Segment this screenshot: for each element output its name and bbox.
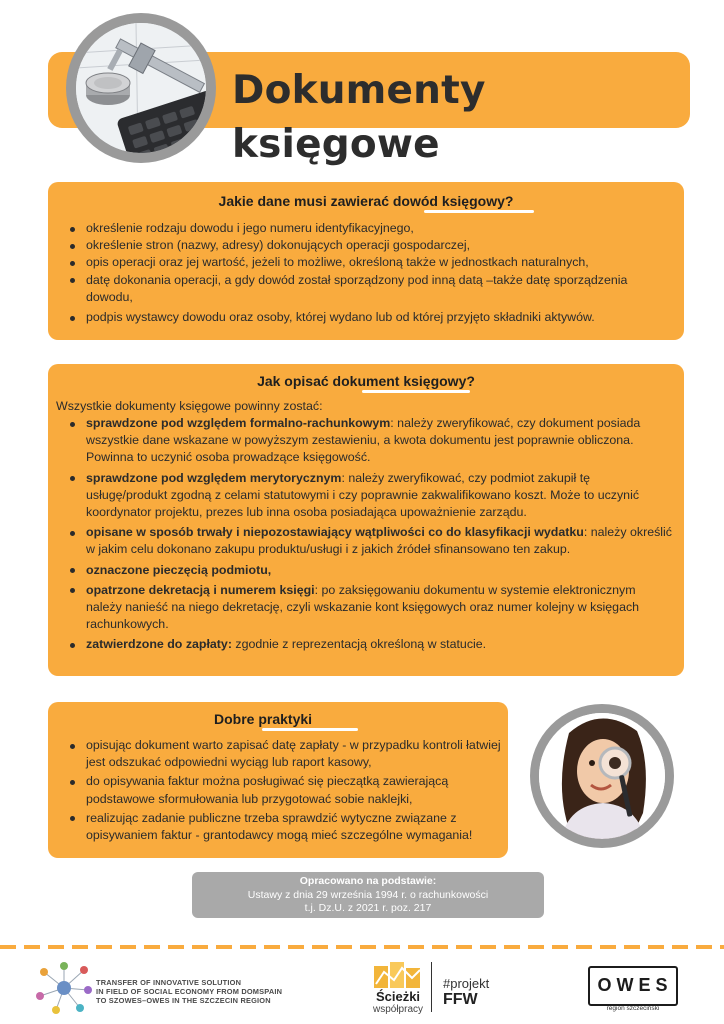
owes-logo <box>588 966 678 1006</box>
rule-bold: oznaczone pieczęcią podmiotu, <box>86 562 272 577</box>
section-document-data <box>48 182 684 340</box>
section-how-to-describe <box>48 364 684 676</box>
document-data-list <box>62 220 672 326</box>
section-intro: Wszystkie dokumenty księgowe powinny zostać: <box>56 399 323 413</box>
logo-divider <box>431 962 432 1012</box>
list-item <box>62 470 672 522</box>
sources-box <box>192 872 544 918</box>
heading-underline <box>424 210 534 213</box>
sciezki-name: Ścieżki <box>375 989 421 1004</box>
section-heading: Dobre praktyki <box>214 711 313 727</box>
rule-bold: sprawdzone pod względem merytorycznym <box>86 470 342 485</box>
network-logo <box>34 960 94 1016</box>
transfer-line: TO SZOWES–OWES IN THE SZCZECIN REGION <box>96 996 271 1006</box>
sciezki-sub: współpracy <box>372 1004 424 1015</box>
list-item: realizując zadanie publiczne trzeba sprawdzić wytyczne związane z opisywaniem faktur - grantodawcy mogą mieć szczególne wymagania! <box>62 810 502 844</box>
rule-text: : po zaksięgowaniu dokumentu w systemie elektronicznym należy nanieść na niego dekretację, czyli wskazanie kont księgowych oraz numer kolejny w księgach rachunkowych. <box>86 582 640 632</box>
calculator-coins-photo <box>76 23 206 153</box>
list-item <box>62 562 672 579</box>
section-heading: Jak opisać dokument księgowy? <box>257 373 475 389</box>
list-item <box>62 582 672 634</box>
list-item: opisując dokument warto zapisać datę zapłaty - w przypadku kontroli łatwiej jest odszukać odpowiedni wyciąg lub raport kasowy, <box>62 737 502 771</box>
transfer-line: TRANSFER OF INNOVATIVE SOLUTION <box>96 978 242 987</box>
list-item: określenie stron (nazwy, adresy) dokonujących operacji gospodarczej, <box>62 237 672 254</box>
transfer-project-text <box>96 978 326 1006</box>
header-photo-frame <box>66 13 216 163</box>
dashed-divider <box>0 945 724 949</box>
projekt-name: FFW <box>443 991 478 1008</box>
sources-act: Ustawy z dnia 29 września 1994 r. o rachunkowości <box>247 888 489 901</box>
good-practices-list <box>62 737 502 844</box>
woman-magnifier-photo <box>539 713 665 839</box>
sciezki-logo-text <box>362 990 434 1015</box>
projekt-tag: #projekt <box>443 976 490 991</box>
list-item: datę dokonania operacji, a gdy dowód został sporządzony pod inną datą –także datę sporządzenia dowodu, <box>62 272 672 306</box>
list-item: określenie rodzaju dowodu i jego numeru identyfikacyjnego, <box>62 220 672 237</box>
list-item: do opisywania faktur można posługiwać się pieczątką zawierającą podstawowe sformułowania lub przygotować sobie naklejki, <box>62 773 502 807</box>
list-item <box>62 415 672 467</box>
sources-journal: t.j. Dz.U. z 2021 r. poz. 217 <box>304 902 432 914</box>
owes-region: region szczeciński <box>606 1005 660 1012</box>
projekt-ffw-logo <box>443 976 513 1009</box>
sciezki-logo-icon <box>372 960 424 990</box>
describe-rules-list <box>62 415 672 654</box>
list-item: opis operacji oraz jej wartość, jeżeli to możliwe, określoną także w jednostkach naturalnych, <box>62 254 672 271</box>
section-heading: Jakie dane musi zawierać dowód księgowy? <box>218 193 514 209</box>
sources-heading: Opracowano na podstawie: <box>299 875 437 887</box>
heading-underline <box>262 728 358 731</box>
rule-bold: zatwierdzone do zapłaty: <box>86 637 232 652</box>
rule-text: zgodnie z reprezentacją określoną w statucie. <box>231 637 487 652</box>
rule-text: : należy zweryfikować, czy dokument posiada wszystkie dane wskazane w powyższym zestawieniu, a kwota dokumentu jest poprawnie obliczona. Powinna to uczynić osoba prowadzące księgowość. <box>86 416 641 465</box>
transfer-line: IN FIELD OF SOCIAL ECONOMY FROM DOMSPAIN <box>96 987 283 997</box>
rule-text: : należy zweryfikować, czy podmiot zakupił tę usługę/produkt zgodną z celami statutowymi i czy poprawnie zakwalifikowano koszt. Może to uczynić koordynator projektu, prezes lub inna osoba posiadająca upoważnienie zarządu. <box>86 470 640 520</box>
rule-bold: opatrzone dekretacją i numerem księgi <box>86 582 315 597</box>
heading-underline <box>362 390 470 393</box>
rule-bold: sprawdzone pod względem formalno-rachunkowym <box>86 416 391 430</box>
page-title: Dokumenty księgowe <box>232 68 486 167</box>
list-item: podpis wystawcy dowodu oraz osoby, której wydano lub od której przyjęto składniki aktywów. <box>62 309 672 326</box>
woman-photo-frame <box>530 704 674 848</box>
list-item <box>62 636 672 653</box>
list-item <box>62 524 672 558</box>
section-good-practices <box>48 702 508 858</box>
owes-name: OWES <box>597 975 673 995</box>
rule-text: : należy określić w jakim celu dokonano zakupu produktu/usługi i z jakich źródeł sfinansowano ten zakup. <box>86 525 672 557</box>
rule-bold: opisane w sposób trwały i niepozostawiający wątpliwości co do klasyfikacji wydatku <box>86 525 584 540</box>
